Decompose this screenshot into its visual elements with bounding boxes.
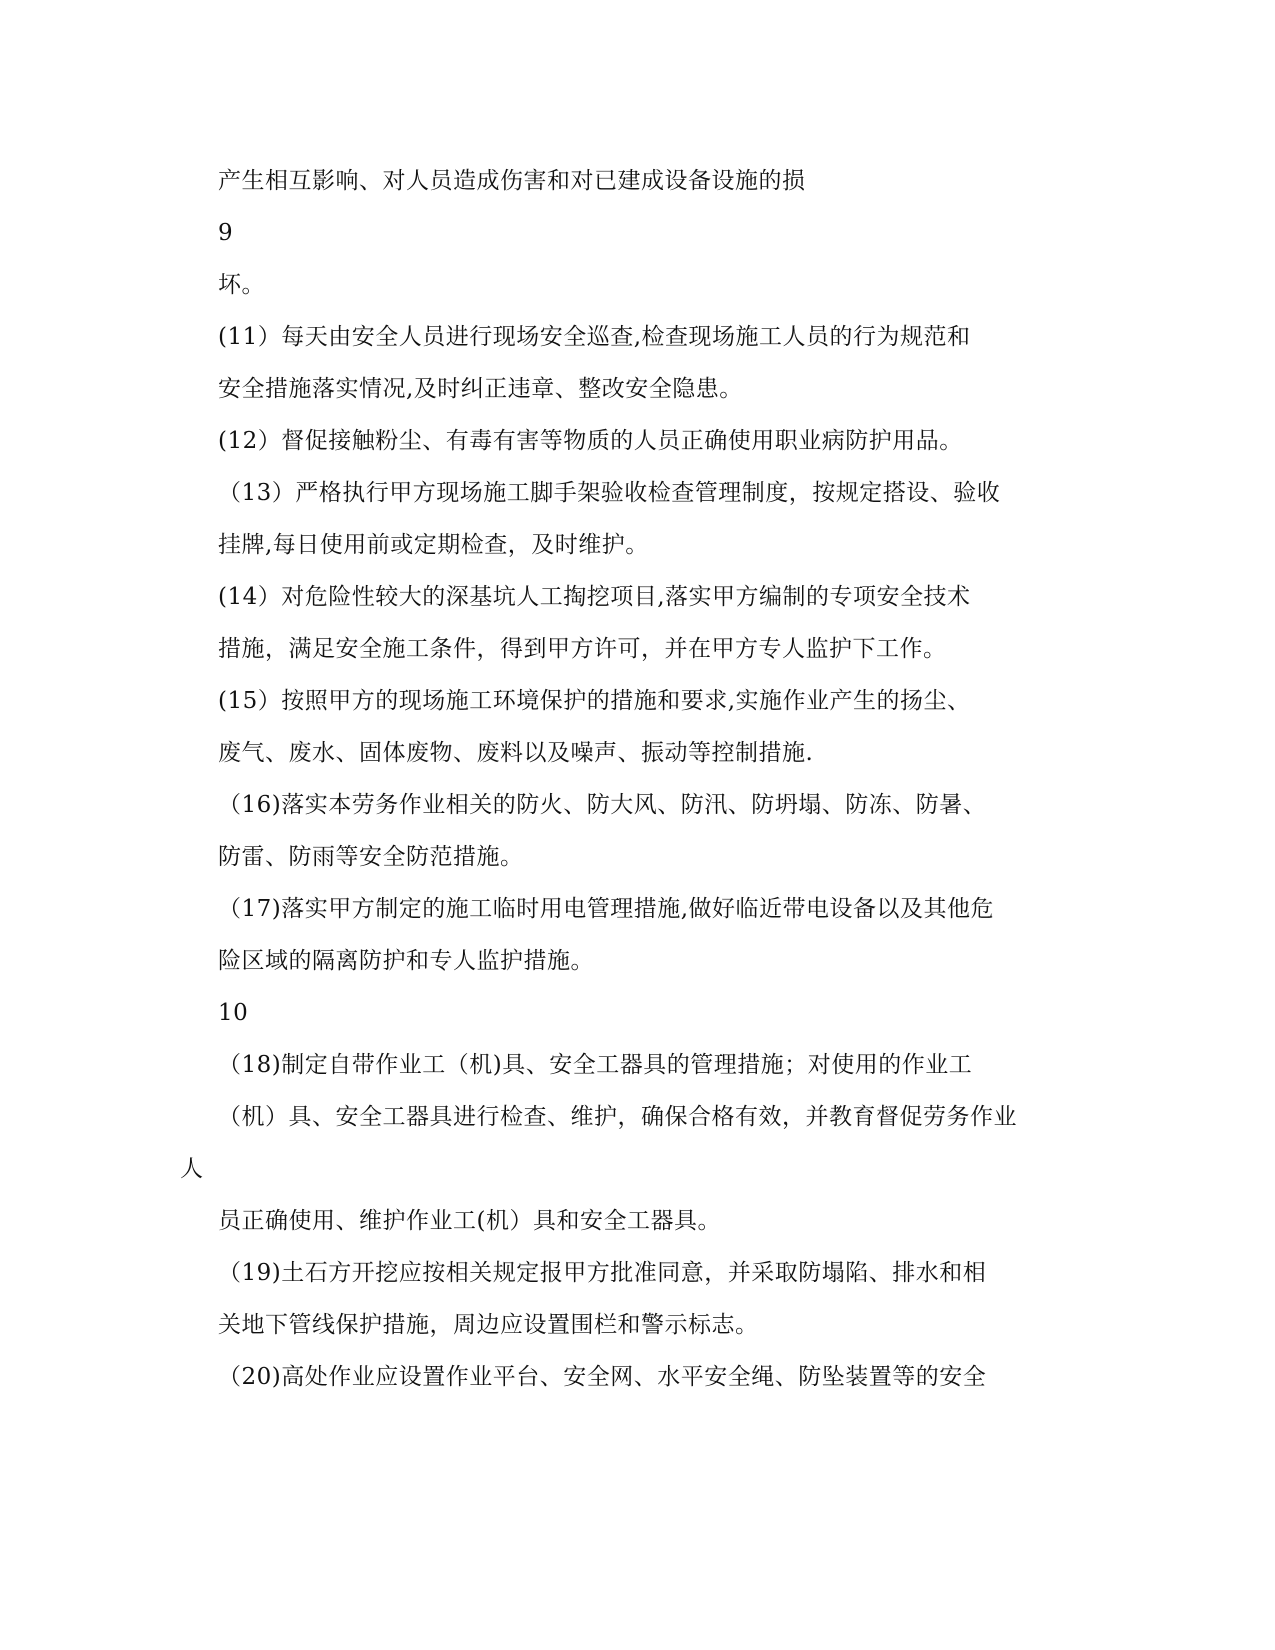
text-line: 产生相互影响、对人员造成伤害和对已建成设备设施的损 [218, 168, 806, 194]
text-line: (11）每天由安全人员进行现场安全巡查,检查现场施工人员的行为规范和 [218, 324, 971, 350]
page-number: 10 [218, 1000, 249, 1026]
text-line: (14）对危险性较大的深基坑人工掏挖项目,落实甲方编制的专项安全技术 [218, 584, 971, 610]
text-line: 安全措施落实情况,及时纠正违章、整改安全隐患。 [218, 376, 743, 402]
text-line: (12）督促接触粉尘、有毒有害等物质的人员正确使用职业病防护用品。 [218, 428, 963, 454]
page-number: 9 [218, 220, 234, 246]
text-line: （20)高处作业应设置作业平台、安全网、水平安全绳、防坠装置等的安全 [218, 1364, 987, 1390]
text-line: （17)落实甲方制定的施工临时用电管理措施,做好临近带电设备以及其他危 [218, 896, 995, 922]
text-line: （13）严格执行甲方现场施工脚手架验收检查管理制度，按规定搭设、验收 [218, 480, 1001, 506]
text-line: （19)土石方开挖应按相关规定报甲方批准同意，并采取防塌陷、排水和相 [218, 1260, 987, 1286]
text-line: 防雷、防雨等安全防范措施。 [218, 844, 524, 870]
text-line: 关地下管线保护措施，周边应设置围栏和警示标志。 [218, 1312, 759, 1338]
text-line: 险区域的隔离防护和专人监护措施。 [218, 948, 594, 974]
text-line: (15）按照甲方的现场施工环境保护的措施和要求,实施作业产生的扬尘、 [218, 688, 971, 714]
text-line: 人 [180, 1156, 204, 1182]
text-line: 坏。 [218, 272, 265, 298]
text-line: 挂牌,每日使用前或定期检查，及时维护。 [218, 532, 649, 558]
text-line: 员正确使用、维护作业工(机）具和安全工器具。 [218, 1208, 721, 1234]
text-line: 废气、废水、固体废物、废料以及噪声、振动等控制措施. [218, 740, 814, 766]
text-line: （机）具、安全工器具进行检查、维护，确保合格有效，并教育督促劳务作业 [218, 1104, 1017, 1130]
text-line: （18)制定自带作业工（机)具、安全工器具的管理措施；对使用的作业工 [218, 1052, 973, 1078]
text-line: 措施，满足安全施工条件，得到甲方许可，并在甲方专人监护下工作。 [218, 636, 947, 662]
text-line: （16)落实本劳务作业相关的防火、防大风、防汛、防坍塌、防冻、防暑、 [218, 792, 987, 818]
